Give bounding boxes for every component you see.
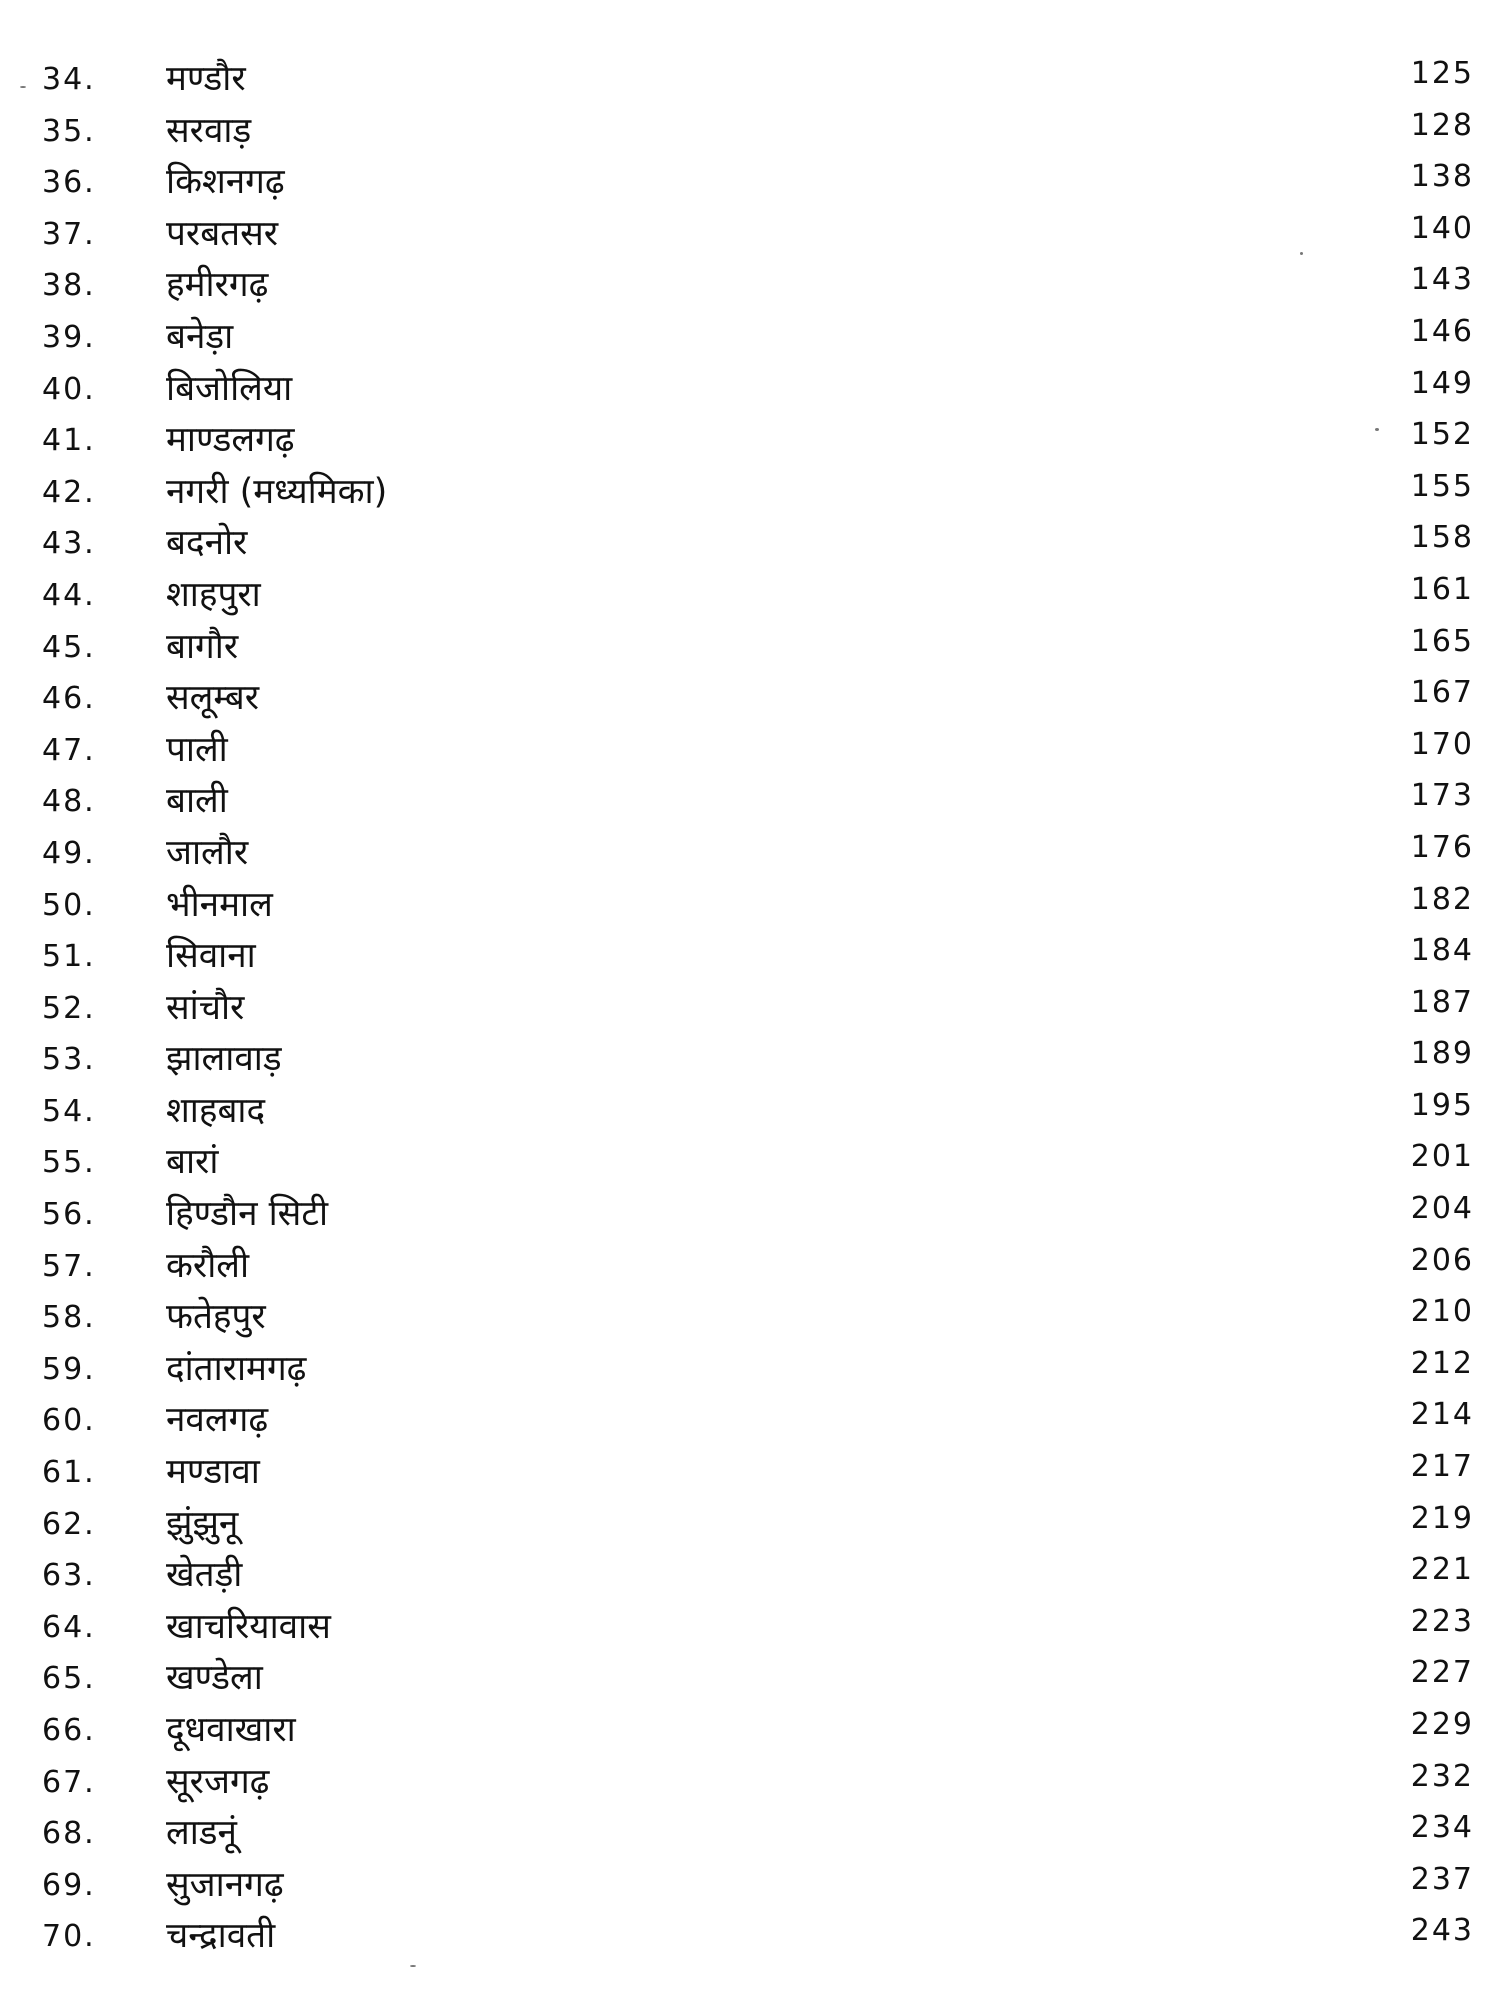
entry-number: 60. (42, 1403, 96, 1439)
entry-number: 63. (42, 1558, 96, 1594)
entry-title: चन्द्रावती (166, 1916, 276, 1957)
entry-title: किशनगढ़ (166, 162, 285, 203)
table-of-contents (0, 56, 1500, 1965)
entry-title: बिजोलिया (166, 368, 293, 409)
entry-number: 52. (42, 990, 96, 1026)
entry-number: 44. (42, 577, 96, 613)
toc-row (0, 1604, 1500, 1656)
entry-title: सुजानगढ़ (166, 1864, 284, 1905)
entry-page: 201 (1410, 1139, 1474, 1175)
entry-page: 152 (1410, 417, 1474, 453)
toc-row (0, 366, 1500, 418)
toc-row (0, 1397, 1500, 1449)
entry-number: 66. (42, 1713, 96, 1748)
toc-row (0, 1862, 1500, 1914)
entry-page: 161 (1410, 571, 1474, 607)
entry-title: झुंझुनू (166, 1503, 239, 1544)
entry-page: 170 (1410, 726, 1474, 762)
toc-row (0, 1191, 1500, 1243)
entry-number: 45. (42, 629, 96, 665)
entry-number: 65. (42, 1661, 96, 1697)
entry-page: 189 (1410, 1036, 1474, 1072)
entry-page: 234 (1410, 1810, 1474, 1846)
scan-speck (20, 86, 26, 88)
entry-page: 229 (1410, 1707, 1474, 1742)
toc-row (0, 1449, 1500, 1501)
toc-row (0, 1346, 1500, 1398)
toc-row (0, 1501, 1500, 1553)
toc-row (0, 1294, 1500, 1346)
entry-title: मण्डावा (166, 1452, 260, 1493)
entry-page: 128 (1410, 107, 1474, 143)
entry-page: 243 (1410, 1913, 1474, 1949)
entry-number: 59. (42, 1351, 96, 1387)
toc-row (0, 727, 1500, 779)
entry-title: खेतड़ी (166, 1555, 243, 1596)
toc-row (0, 1139, 1500, 1191)
entry-page: 155 (1410, 468, 1474, 504)
entry-number: 39. (42, 319, 96, 355)
entry-number: 53. (42, 1042, 96, 1078)
entry-title: हिण्डौन सिटी (166, 1194, 329, 1235)
entry-page: 176 (1410, 829, 1474, 865)
entry-title: बाली (166, 781, 228, 822)
toc-row (0, 830, 1500, 882)
entry-number: 48. (42, 784, 96, 820)
toc-row (0, 778, 1500, 830)
entry-title: दांतारामगढ़ (166, 1348, 307, 1389)
entry-title: बदनोर (166, 523, 248, 564)
entry-number: 57. (42, 1248, 96, 1284)
entry-page: 138 (1410, 159, 1474, 195)
entry-page: 143 (1410, 262, 1474, 298)
toc-row (0, 1243, 1500, 1295)
entry-page: 221 (1410, 1552, 1474, 1588)
entry-title: सलूम्बर (166, 678, 260, 719)
toc-row (0, 1759, 1500, 1811)
entry-number: 35. (42, 113, 96, 149)
entry-number: 58. (42, 1300, 96, 1336)
entry-title: बारां (166, 1142, 219, 1183)
entry-number: 50. (42, 887, 96, 923)
entry-title: खण्डेला (166, 1658, 263, 1699)
toc-row (0, 1913, 1500, 1965)
entry-number: 42. (42, 474, 96, 510)
entry-title: भीनमाल (166, 884, 273, 925)
entry-number: 40. (42, 371, 96, 407)
toc-row (0, 56, 1500, 108)
entry-page: 182 (1410, 881, 1474, 917)
toc-row (0, 314, 1500, 366)
entry-page: 187 (1410, 984, 1474, 1020)
entry-page: 184 (1410, 933, 1474, 969)
toc-row (0, 933, 1500, 985)
toc-row (0, 1552, 1500, 1604)
entry-page: 217 (1410, 1449, 1474, 1485)
entry-page: 146 (1410, 313, 1474, 349)
entry-page: 125 (1410, 56, 1474, 91)
entry-title: दूधवाखारा (166, 1710, 296, 1750)
toc-row (0, 1655, 1500, 1707)
entry-page: 212 (1410, 1345, 1474, 1381)
entry-page: 167 (1410, 675, 1474, 711)
entry-page: 173 (1410, 778, 1474, 814)
toc-row (0, 1707, 1500, 1759)
toc-row (0, 572, 1500, 624)
entry-title: बनेड़ा (166, 316, 234, 357)
entry-title: शाहबाद (166, 1090, 266, 1131)
entry-number: 70. (42, 1919, 96, 1955)
entry-title: परबतसर (166, 213, 279, 254)
entry-title: जालौर (166, 832, 249, 873)
entry-number: 69. (42, 1867, 96, 1903)
entry-title: सरवाड़ (166, 110, 252, 151)
toc-row (0, 159, 1500, 211)
toc-row (0, 985, 1500, 1037)
entry-title: बागौर (166, 626, 239, 667)
toc-row (0, 262, 1500, 314)
entry-page: 158 (1410, 520, 1474, 556)
entry-number: 38. (42, 268, 96, 304)
entry-page: 140 (1410, 210, 1474, 246)
entry-title: मण्डौर (166, 59, 246, 99)
entry-number: 51. (42, 939, 96, 975)
entry-page: 210 (1410, 1294, 1474, 1330)
scan-speck (410, 1965, 416, 1967)
entry-title: झालावाड़ (166, 1039, 282, 1080)
entry-page: 232 (1410, 1758, 1474, 1794)
entry-number: 68. (42, 1816, 96, 1852)
entry-number: 62. (42, 1506, 96, 1542)
entry-title: सिवाना (166, 936, 256, 977)
entry-page: 219 (1410, 1500, 1474, 1536)
entry-number: 41. (42, 423, 96, 459)
entry-number: 64. (42, 1609, 96, 1645)
entry-title: करौली (166, 1245, 250, 1286)
toc-row (0, 469, 1500, 521)
toc-row (0, 624, 1500, 676)
entry-number: 54. (42, 1093, 96, 1129)
entry-number: 46. (42, 681, 96, 717)
toc-row (0, 417, 1500, 469)
entry-number: 55. (42, 1145, 96, 1181)
scan-speck (1300, 252, 1303, 255)
entry-title: खाचरियावास (166, 1606, 331, 1647)
entry-number: 56. (42, 1197, 96, 1233)
toc-row (0, 882, 1500, 934)
entry-page: 195 (1410, 1087, 1474, 1123)
toc-row (0, 108, 1500, 160)
entry-number: 43. (42, 526, 96, 562)
entry-number: 67. (42, 1764, 96, 1800)
toc-row (0, 675, 1500, 727)
toc-row (0, 1088, 1500, 1140)
entry-page: 227 (1410, 1655, 1474, 1691)
entry-page: 223 (1410, 1603, 1474, 1639)
entry-page: 214 (1410, 1397, 1474, 1433)
scan-speck (1375, 428, 1379, 431)
entry-title: सूरजगढ़ (166, 1761, 270, 1802)
toc-row (0, 211, 1500, 263)
entry-number: 47. (42, 732, 96, 768)
entry-title: लाडनूं (166, 1813, 237, 1854)
entry-page: 165 (1410, 623, 1474, 659)
entry-page: 206 (1410, 1242, 1474, 1278)
entry-title: हमीरगढ़ (166, 265, 269, 306)
entry-title: फतेहपुर (166, 1297, 266, 1338)
entry-number: 37. (42, 216, 96, 252)
toc-row (0, 520, 1500, 572)
toc-row (0, 1036, 1500, 1088)
entry-title: सांचौर (166, 987, 245, 1028)
entry-title: शाहपुरा (166, 574, 261, 615)
entry-title: नगरी (मध्यमिका) (166, 471, 388, 512)
entry-page: 237 (1410, 1861, 1474, 1897)
toc-row (0, 1810, 1500, 1862)
entry-number: 36. (42, 165, 96, 201)
entry-number: 34. (42, 62, 96, 97)
entry-title: नवलगढ़ (166, 1400, 269, 1441)
entry-title: पाली (166, 729, 228, 770)
entry-page: 149 (1410, 365, 1474, 401)
entry-title: माण्डलगढ़ (166, 420, 295, 461)
entry-number: 49. (42, 835, 96, 871)
entry-page: 204 (1410, 1191, 1474, 1227)
entry-number: 61. (42, 1455, 96, 1491)
